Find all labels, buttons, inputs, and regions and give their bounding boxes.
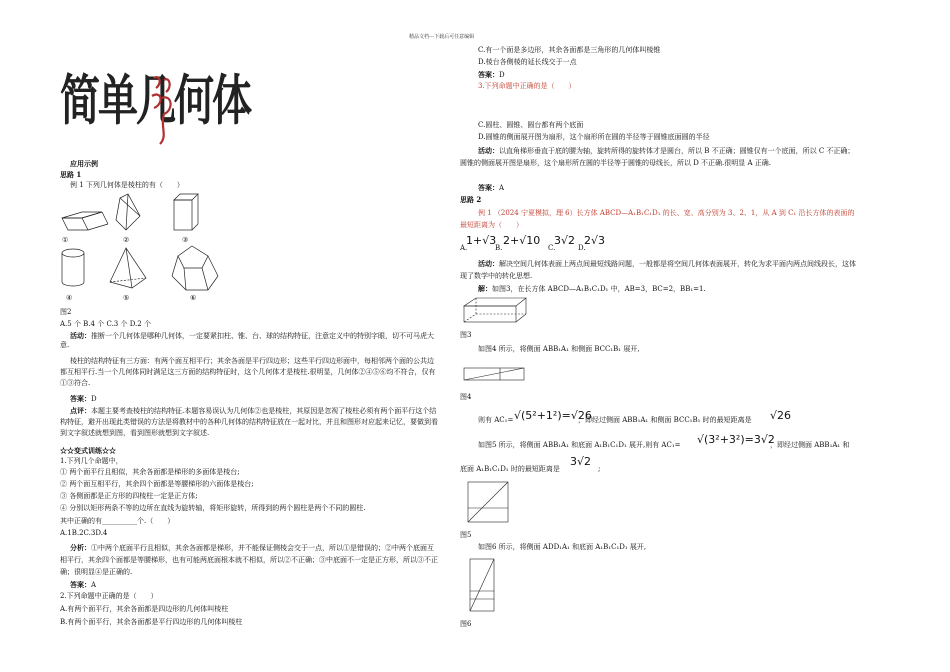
ex2-option-a: 1+√3	[466, 234, 497, 247]
question-3: 3.下列命题中正确的是（ ）	[478, 82, 576, 90]
answer-line-2: 答案：A	[70, 580, 97, 589]
solution-4-math: √(3²+3²)=3√2	[697, 433, 775, 446]
figure-6-net	[460, 555, 520, 615]
activity-paragraph-2: 活动：以直角梯形垂直于底的腰为轴，旋转所得的旋转体才是圆台，所以 B 不正确；圆锥仅有一个底面，所以 C 不正确；圆锥的侧面展开图是扇形，这个扇形所在圆的半径等于圆锥的母线长，所以 D 不正确.很明显 A 正确.	[460, 146, 855, 167]
option-d-2: D.圆锥的侧面展开图为扇形，这个扇形所在圆的半径等于圆锥底面圆的半径	[478, 133, 710, 141]
solution-line-5: 底面 A₁B₁C₁D₁ 时的最短距离是	[460, 465, 560, 473]
solution-line-5b: ;	[598, 465, 601, 473]
fig-num-6: ⑥	[190, 294, 197, 302]
answer-line-3: 答案：D	[478, 70, 505, 79]
figure-4-caption: 图4	[460, 393, 472, 401]
ex2-option-c: 3√2	[554, 234, 576, 247]
fig-num-5: ⑤	[123, 294, 130, 302]
statement-4: ④ 分别以矩形两条不等的边所在直线为旋转轴，将矩形旋转，所得到的两个圆柱是两个不同的圆柱.	[60, 504, 366, 512]
figure-5-caption: 图5	[460, 531, 472, 539]
section-heading: 应用示例	[70, 159, 98, 168]
subsection-heading: 思路 1	[60, 170, 82, 179]
page-title: 简单几何体	[60, 70, 250, 133]
figure-3-caption: 图3	[460, 331, 472, 339]
fig-num-4: ④	[66, 294, 73, 302]
figure-5-net	[460, 478, 520, 528]
activity-paragraph-3: 活动：解决空间几何体表面上两点间最短线路问题，一般都是将空间几何体表面展开，转化为求平面内两点间线段长，这体现了数学中的转化思想.	[460, 259, 856, 280]
statement-2: ② 两个面互相平行，其余四个面都是等腰梯形的六面体是棱台;	[60, 480, 254, 488]
fig-num-1: ①	[62, 236, 69, 244]
solution-line-6: 如图6 所示，将侧面 ADD₁A₁ 和底面 A₁B₁C₁D₁ 展开,	[478, 543, 647, 551]
page-header: 精品文档---下载后可任意编辑	[409, 34, 475, 40]
solution-3-result: √26	[770, 409, 792, 422]
question-1: 1.下列几个命题中，	[60, 457, 123, 465]
figure-4-net	[460, 360, 530, 388]
answer-options: A.5 个 B.4 个 C.3 个 D.2 个	[60, 320, 151, 328]
solution-line-3b: ，即经过侧面 ABB₁A₁ 和侧面 BCC₁B₁ 时的最短距离是	[578, 416, 752, 424]
analysis-paragraph: 分析：①中两个底面平行且相似，其余各面都是梯形，并不能保证侧棱会交于一点，所以①是错误的；②中两个底面互相平行，其余四个面都是等腰梯形，也有可能两底面根本就不相似，所以②不正确；③中底面不一定是正方形，所以③不正确；很明显④是正确的.	[60, 543, 438, 576]
title-decoration	[148, 70, 178, 150]
ex2-letter-d: D.	[578, 244, 586, 252]
example-question: 例 1 下列几何体是棱柱的有（ ）	[70, 181, 184, 189]
option-c: C.有一个面是多边形，其余各面都是三角形的几何体叫棱锥	[478, 46, 661, 54]
example-question-2: 例 1 （2024 宁夏模拟，理 6）长方体 ABCD—A₁B₁C₁D₁ 的长、宽、高分别为 3、2、1，从 A 到 C₁ 沿长方体的表面的最短距离为（ ）	[460, 209, 855, 229]
statement-1: ① 两个面平行且相似，其余各面都是梯形的多面体是棱台;	[60, 468, 240, 476]
solution-line-4b: ，即经过侧面 ABB₁A₁ 和	[770, 441, 850, 449]
ex2-letter-a: A.	[460, 244, 468, 252]
figure-3-cuboid	[460, 292, 530, 326]
drill-heading: ☆☆变式训练☆☆	[60, 446, 116, 455]
figure-caption: 图2	[60, 308, 72, 316]
ex2-letter-b: B.	[495, 244, 503, 252]
question-1-blank: 其中正确的有__________个.（ ）	[60, 517, 175, 525]
comment-paragraph: 点评：本题主要考查棱柱的结构特征.本题容易误认为几何体②也是棱柱，其原因是忽视了棱柱必须有两个面平行这个结构特征，避开出现此类错误的方法是将教材中的各种几何体的结构特征放在一起对比，并且和图形对应起来记忆，要做到看到文字叙述就想到图，看到图形就想到文字叙述.	[60, 406, 438, 437]
fig-num-2: ②	[123, 236, 130, 244]
solution-line-1: 解：如图3，在长方体 ABCD—A₁B₁C₁D₁ 中，AB=3，BC=2，BB₁=1.	[478, 284, 706, 293]
option-b: B.有两个面平行，其余各面都是平行四边形的几何体叫棱柱	[60, 618, 243, 626]
geometry-figures	[60, 190, 260, 302]
option-a: A.有两个面平行，其余各面都是四边形的几何体叫棱柱	[60, 605, 229, 613]
ex2-option-d: 2√3	[584, 234, 606, 247]
answer-line: 答案：D	[70, 394, 97, 403]
question-1-options: A.1B.2C.3D.4	[60, 529, 108, 537]
fig-num-3: ③	[182, 236, 189, 244]
solution-line-2: 如图4 所示，将侧面 ABB₁A₁ 和侧面 BCC₁B₁ 展开,	[478, 345, 640, 353]
solution-line-3: 则有 AC₁=	[478, 416, 514, 424]
activity-paragraph: 活动：推断一个几何体是哪种几何体，一定要紧扣柱、锥、台、球的结构特征，注意定义中的特别字眼，切不可马虎大意.	[60, 331, 434, 349]
solution-3-math: √(5²+1²)=√26	[514, 409, 592, 422]
option-d: D.棱台各侧棱的延长线交于一点	[478, 58, 577, 66]
explanation-paragraph: 棱柱的结构特征有三方面：有两个面互相平行；其余各面是平行四边形；这些平行四边形面中，每相邻两个面的公共边都互相平行.当一个几何体同时满足这三方面的结构特征时，这个几何体才是棱柱.很明显，几何体②④⑤⑥均不符合，仅有①③符合.	[60, 357, 436, 387]
question-2: 2.下列命题中正确的是（ ）	[60, 592, 158, 600]
subsection-heading-2: 思路 2	[460, 195, 482, 204]
ex2-letter-c: C.	[548, 244, 556, 252]
solution-line-4: 如图5 所示，将侧面 ABB₁A₁ 和底面 A₁B₁C₁D₁ 展开,则有 AC₁=	[478, 441, 681, 449]
figure-6-caption: 图6	[460, 620, 472, 628]
option-c-2: C.圆柱、圆锥、圆台都有两个底面	[478, 121, 584, 129]
solution-5-math: 3√2	[570, 455, 592, 468]
statement-3: ③ 各侧面都是正方形的四棱柱一定是正方体;	[60, 492, 198, 500]
answer-line-4: 答案：A	[478, 183, 505, 192]
ex2-option-b: 2+√10	[503, 234, 541, 247]
